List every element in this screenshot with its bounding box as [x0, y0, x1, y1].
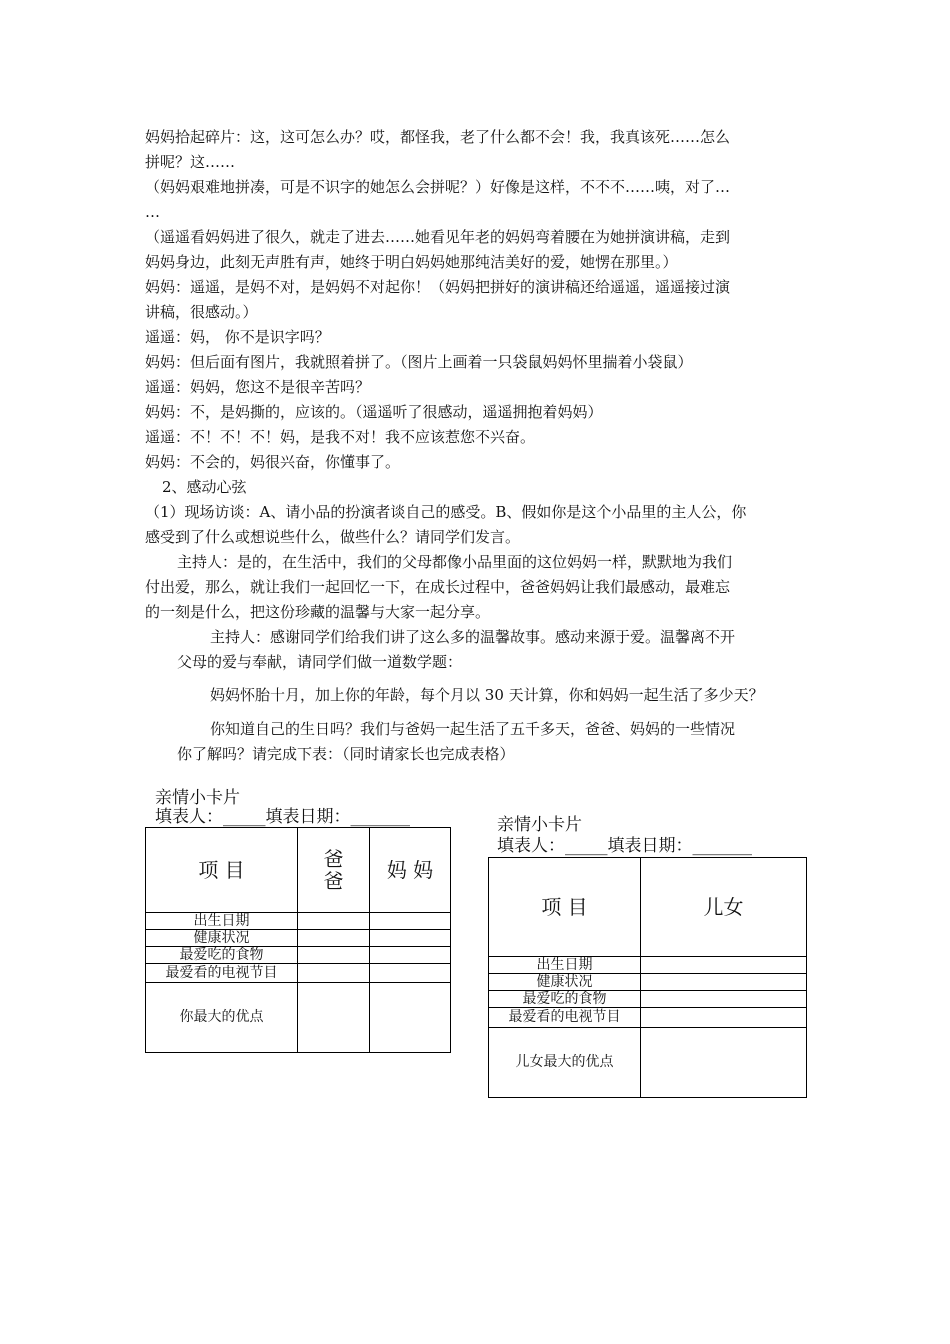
paragraph-line: 遥遥：不！不！不！妈，是我不对！我不应该惹您不兴奋。 [145, 428, 536, 446]
row-label: 健康状况 [146, 930, 298, 947]
card-fill-line: 填表人：_____填表日期：_______ [155, 807, 410, 827]
row-label: 你最大的优点 [146, 983, 298, 1053]
header-father-label: 爸爸 [323, 847, 344, 893]
card-fill-line: 填表人：_____填表日期：_______ [497, 836, 752, 856]
table-row [489, 974, 807, 991]
paragraph-line: 遥遥：妈妈，您这不是很辛苦吗？ [145, 378, 371, 396]
paragraph-line: 感受到了什么或想说些什么，做些什么？请同学们发言。 [145, 528, 521, 546]
input-cell[interactable] [641, 1008, 807, 1028]
paragraph-line: 妈妈拾起碎片：这，这可怎么办？哎，都怪我，老了什么都不会！我，我真该死……怎么 [145, 128, 731, 146]
input-cell[interactable] [298, 964, 370, 983]
table-header-row [489, 858, 807, 957]
input-cell[interactable] [641, 991, 807, 1008]
input-cell[interactable] [641, 957, 807, 974]
paragraph-line: 讲稿，很感动。） [145, 303, 258, 321]
row-label: 最爱吃的食物 [146, 947, 298, 964]
paragraph-line: 妈妈：遥遥，是妈不对，是妈妈不对起你！（妈妈把拼好的演讲稿还给遥遥，遥遥接过演 [145, 278, 731, 296]
section-heading: 2、感动心弦 [162, 478, 247, 496]
input-cell[interactable] [370, 983, 451, 1053]
table-row [489, 957, 807, 974]
table-row [146, 930, 451, 947]
header-mother: 妈 妈 [370, 828, 451, 913]
paragraph-line: 的一刻是什么，把这份珍藏的温馨与大家一起分享。 [145, 603, 491, 621]
header-child: 儿女 [641, 858, 807, 957]
input-cell[interactable] [370, 947, 451, 964]
row-label: 出生日期 [146, 913, 298, 930]
table-row [146, 913, 451, 930]
paragraph-line: 妈妈身边，此刻无声胜有声，她终于明白妈妈她那纯洁美好的爱，她愣在那里。） [145, 253, 678, 271]
row-label: 最爱看的电视节目 [489, 1008, 641, 1028]
row-label: 最爱吃的食物 [489, 991, 641, 1008]
child-info-table [488, 857, 807, 1098]
paragraph-line: （1）现场访谈：A、请小品的扮演者谈自己的感受。B、假如你是这个小品里的主人公，你 [145, 503, 747, 521]
paragraph-line: 妈妈：不，是妈撕的，应该的。（遥遥听了很感动，遥遥拥抱着妈妈） [145, 403, 603, 421]
input-cell[interactable] [370, 964, 451, 983]
table-row [146, 947, 451, 964]
input-cell[interactable] [370, 930, 451, 947]
paragraph-line: 父母的爱与奉献，请同学们做一道数学题： [177, 653, 463, 671]
paragraph-line: 妈妈怀胎十月，加上你的年龄，每个月以 30 天计算，你和妈妈一起生活了多少天？ [210, 686, 764, 704]
paragraph-line: （妈妈艰难地拼凑，可是不识字的她怎么会拼呢？）好像是这样，不不不……咦，对了… [145, 178, 731, 196]
paragraph-line: （遥遥看妈妈进了很久，就走了进去……她看见年老的妈妈弯着腰在为她拼演讲稿，走到 [145, 228, 731, 246]
card-title: 亲情小卡片 [497, 815, 582, 835]
table-header-row [146, 828, 451, 913]
table-row [489, 991, 807, 1008]
paragraph-line: 主持人：是的，在生活中，我们的父母都像小品里面的这位妈妈一样，默默地为我们 [177, 553, 733, 571]
paragraph-line: 遥遥：妈， 你不是识字吗？ [145, 328, 330, 346]
table-row [146, 983, 451, 1053]
paragraph-line: 主持人：感谢同学们给我们讲了这么多的温馨故事。感动来源于爱。温馨离不开 [210, 628, 736, 646]
parent-info-table [145, 827, 451, 1053]
header-father [298, 828, 370, 913]
input-cell[interactable] [370, 913, 451, 930]
header-item: 项 目 [146, 828, 298, 913]
paragraph-line: 妈妈：不会的，妈很兴奋，你懂事了。 [145, 453, 401, 471]
row-label: 出生日期 [489, 957, 641, 974]
input-cell[interactable] [298, 983, 370, 1053]
header-item: 项 目 [489, 858, 641, 957]
row-label: 最爱看的电视节目 [146, 964, 298, 983]
card-title: 亲情小卡片 [155, 788, 240, 808]
paragraph-line: … [145, 203, 160, 221]
input-cell[interactable] [641, 1028, 807, 1098]
paragraph-line: 妈妈：但后面有图片，我就照着拼了。（图片上画着一只袋鼠妈妈怀里揣着小袋鼠） [145, 353, 693, 371]
table-row [489, 1008, 807, 1028]
row-label: 健康状况 [489, 974, 641, 991]
paragraph-line: 付出爱，那么，就让我们一起回忆一下，在成长过程中，爸爸妈妈让我们最感动，最难忘 [145, 578, 731, 596]
row-label: 儿女最大的优点 [489, 1028, 641, 1098]
paragraph-line: 拼呢？这…… [145, 153, 236, 171]
input-cell[interactable] [298, 913, 370, 930]
input-cell[interactable] [298, 930, 370, 947]
input-cell[interactable] [641, 974, 807, 991]
input-cell[interactable] [298, 947, 370, 964]
table-row [489, 1028, 807, 1098]
paragraph-line: 你了解吗？请完成下表：（同时请家长也完成表格） [177, 745, 515, 763]
paragraph-line: 你知道自己的生日吗？我们与爸妈一起生活了五千多天，爸爸、妈妈的一些情况 [210, 720, 736, 738]
table-row [146, 964, 451, 983]
